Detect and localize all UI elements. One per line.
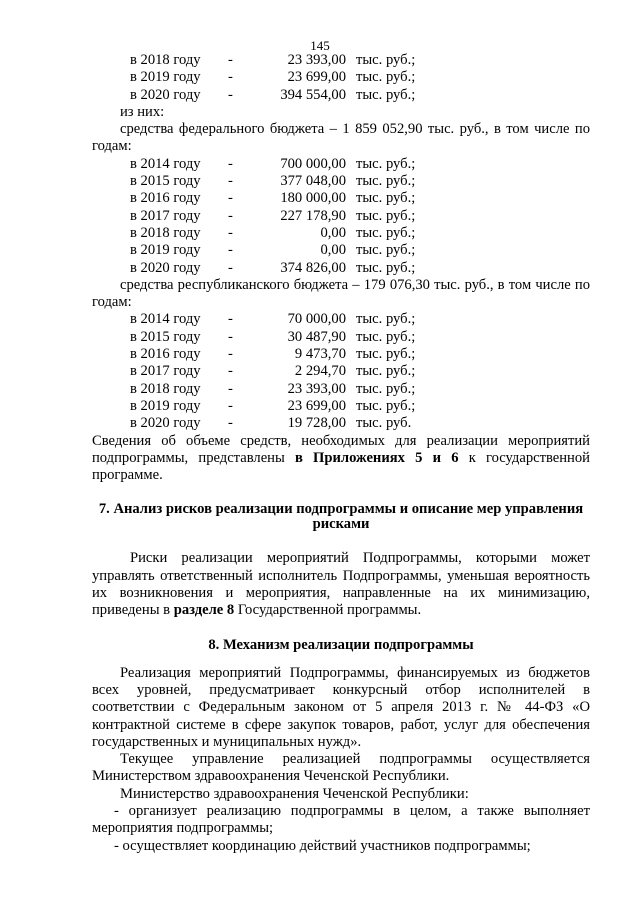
dash: - bbox=[228, 52, 233, 68]
section-8-bullet-2: - осуществляет координацию действий участников подпрограммы; bbox=[114, 837, 531, 854]
year-label: в 2018 году bbox=[130, 52, 201, 68]
year-label: в 2017 году bbox=[130, 363, 201, 380]
dash: - bbox=[228, 311, 233, 328]
funding-row bbox=[92, 329, 590, 346]
amount: 0,00 bbox=[320, 242, 346, 259]
year-label: в 2018 году bbox=[130, 380, 201, 397]
dash: - bbox=[228, 224, 233, 241]
unit: тыс. руб.; bbox=[356, 363, 416, 380]
dash: - bbox=[228, 173, 233, 190]
unit: тыс. руб. bbox=[356, 415, 412, 432]
section-8-paragraph-3: Министерство здравоохранения Чеченской Республики: bbox=[120, 785, 469, 802]
funding-row bbox=[92, 87, 590, 104]
svedeniya-bold-ref: в Приложениях 5 и 6 bbox=[294, 449, 459, 466]
page-number: 145 bbox=[310, 38, 330, 53]
amount: 23 393,00 bbox=[287, 380, 346, 397]
unit: тыс. руб.; bbox=[356, 86, 416, 103]
section-8-paragraph-1: Реализация мероприятий Подпрограммы, финансируемых из бюджетов всех уровней, предусматривает конкурсный отбор исполнителей в соответствии с Федеральным законом от 5 апреля 2013 г. № 44-ФЗ «О контрактной системе в сфере закупок товаров, работ, услуг для обеспечения государственных и муниципальных нужд». bbox=[92, 664, 590, 750]
year-label: в 2020 году bbox=[130, 259, 201, 276]
svedeniya-text: Сведения об объеме средств, необходимых для реализации мероприятий подпрограммы, представлены bbox=[92, 432, 590, 466]
amount: 227 178,90 bbox=[280, 207, 346, 224]
funding-row bbox=[92, 260, 590, 277]
year-label: в 2016 году bbox=[130, 190, 201, 207]
unit: тыс. руб.; bbox=[356, 259, 416, 276]
amount: 19 728,00 bbox=[287, 415, 346, 432]
unit: тыс. руб.; bbox=[356, 190, 416, 207]
svedeniya-text-end: к государственной программе. bbox=[92, 449, 590, 484]
amount: 700 000,00 bbox=[280, 155, 346, 172]
funding-row bbox=[92, 156, 590, 173]
funding-top-list bbox=[92, 52, 590, 104]
funding-row bbox=[92, 225, 590, 242]
unit: тыс. руб.; bbox=[356, 380, 416, 397]
dash: - bbox=[228, 242, 233, 259]
section-8-paragraph-2: Текущее управление реализацией подпрограммы осуществляется Министерством здравоохранения Чеченской Республики. bbox=[92, 751, 590, 785]
amount: 23 699,00 bbox=[287, 69, 346, 86]
funding-row bbox=[92, 173, 590, 190]
unit: тыс. руб.; bbox=[356, 173, 416, 190]
amount: 2 294,70 bbox=[294, 363, 346, 380]
amount: 377 048,00 bbox=[280, 173, 346, 190]
section-7-text-end: Государственной программы. bbox=[234, 602, 422, 619]
unit: тыс. руб.; bbox=[356, 207, 416, 224]
funding-row bbox=[92, 208, 590, 225]
year-label: в 2016 году bbox=[130, 346, 201, 363]
year-label: в 2019 году bbox=[130, 242, 201, 259]
unit: тыс. руб.; bbox=[356, 328, 416, 345]
amount: 0,00 bbox=[320, 224, 346, 241]
document-body bbox=[92, 52, 590, 855]
unit: тыс. руб.; bbox=[356, 52, 416, 68]
iz-nih-label bbox=[92, 104, 590, 121]
unit: тыс. руб.; bbox=[356, 311, 416, 328]
dash: - bbox=[228, 397, 233, 414]
amount: 30 487,90 bbox=[287, 328, 346, 345]
funding-row bbox=[92, 363, 590, 380]
dash: - bbox=[228, 69, 233, 86]
dash: - bbox=[228, 190, 233, 207]
unit: тыс. руб.; bbox=[356, 155, 416, 172]
unit: тыс. руб.; bbox=[356, 242, 416, 259]
funding-row bbox=[92, 242, 590, 259]
year-label: в 2014 году bbox=[130, 311, 201, 328]
funding-row bbox=[92, 52, 590, 69]
amount: 394 554,00 bbox=[280, 86, 346, 103]
dash: - bbox=[228, 259, 233, 276]
year-label: в 2015 году bbox=[130, 328, 201, 345]
funding-row bbox=[92, 190, 590, 207]
dash: - bbox=[228, 207, 233, 224]
amount: 23 699,00 bbox=[287, 397, 346, 414]
section-7-bold-ref: разделе 8 bbox=[173, 602, 235, 619]
federal-list bbox=[92, 156, 590, 277]
svedeniya-paragraph bbox=[92, 433, 590, 485]
funding-row bbox=[92, 346, 590, 363]
year-label: в 2015 году bbox=[130, 173, 201, 190]
year-label: в 2017 году bbox=[130, 207, 201, 224]
year-label: в 2014 году bbox=[130, 155, 201, 172]
section-7-heading: 7. Анализ рисков реализации подпрограммы и описание мер управления рисками bbox=[98, 501, 584, 533]
unit: тыс. руб.; bbox=[356, 346, 416, 363]
republic-intro: средства республиканского бюджета – 179 076,30 тыс. руб., в том числе по годам: bbox=[92, 276, 590, 311]
unit: тыс. руб.; bbox=[356, 69, 416, 86]
year-label: в 2019 году bbox=[130, 69, 201, 86]
section-8-bullet-1: - организует реализацию подпрограммы в целом, а также выполняет мероприятия подпрограммы; bbox=[92, 802, 590, 837]
amount: 374 826,00 bbox=[280, 259, 346, 276]
section-7-paragraph bbox=[92, 550, 590, 619]
funding-row bbox=[92, 415, 590, 432]
republic-list bbox=[92, 311, 590, 432]
amount: 70 000,00 bbox=[287, 311, 346, 328]
year-label: в 2019 году bbox=[130, 397, 201, 414]
funding-row bbox=[92, 381, 590, 398]
amount: 23 393,00 bbox=[287, 52, 346, 68]
dash: - bbox=[228, 86, 233, 103]
iz-nih-text: из них: bbox=[120, 103, 165, 120]
funding-row bbox=[92, 311, 590, 328]
dash: - bbox=[228, 328, 233, 345]
unit: тыс. руб.; bbox=[356, 397, 416, 414]
dash: - bbox=[228, 380, 233, 397]
funding-row bbox=[92, 398, 590, 415]
amount: 180 000,00 bbox=[280, 190, 346, 207]
year-label: в 2020 году bbox=[130, 415, 201, 432]
federal-intro: средства федерального бюджета – 1 859 052,90 тыс. руб., в том числе по годам: bbox=[92, 121, 590, 155]
amount: 9 473,70 bbox=[294, 346, 346, 363]
section-7-text: Риски реализации мероприятий Подпрограммы, которыми может управлять ответственный исполнитель Подпрограммы, уменьшая вероятность их возникновения и мероприятия, направленные на их минимизацию, приведены в bbox=[92, 550, 590, 619]
funding-row bbox=[92, 69, 590, 86]
dash: - bbox=[228, 363, 233, 380]
year-label: в 2018 году bbox=[130, 224, 201, 241]
section-8-heading: 8. Механизм реализации подпрограммы bbox=[208, 636, 474, 653]
dash: - bbox=[228, 415, 233, 432]
unit: тыс. руб.; bbox=[356, 224, 416, 241]
dash: - bbox=[228, 155, 233, 172]
dash: - bbox=[228, 346, 233, 363]
year-label: в 2020 году bbox=[130, 86, 201, 103]
